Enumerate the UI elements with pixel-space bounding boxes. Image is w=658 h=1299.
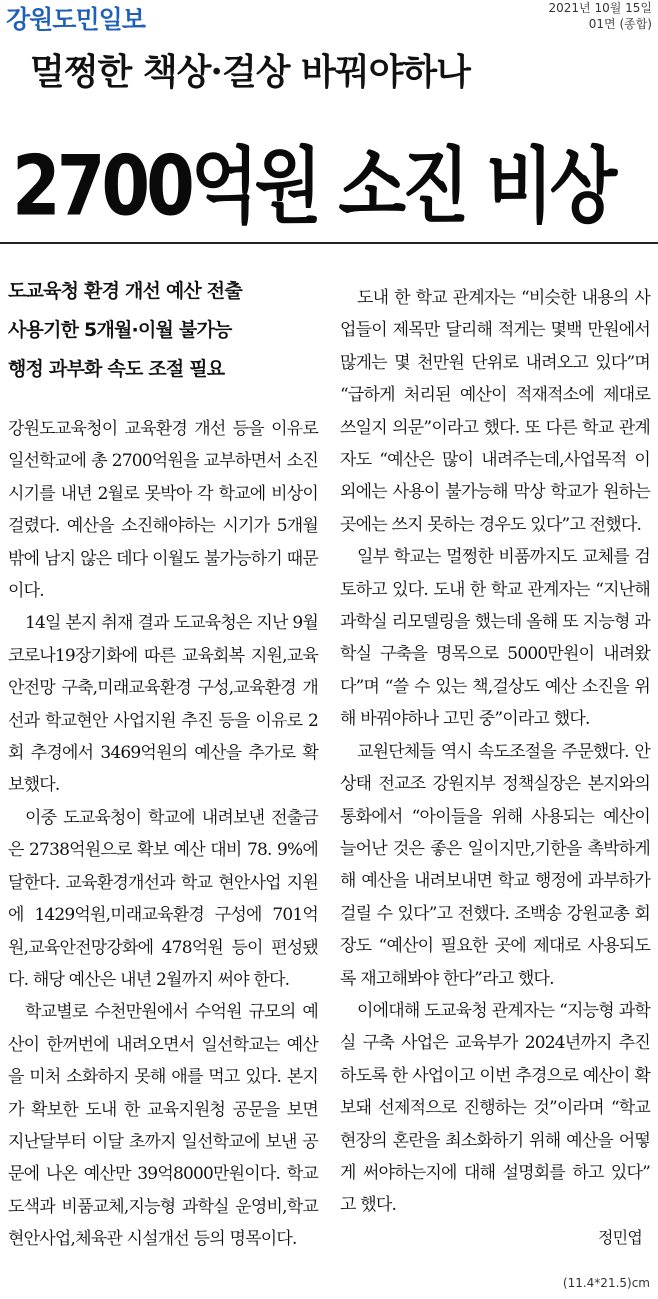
body-paragraph: 이중 도교육청이 학교에 내려보낸 전출금은 2738억원으로 확보 예산 대비 78. 9%에 달한다. 교육환경개선과 학교 현안사업 지원에 1429억원,미래교육환경 구성에 701억원,교육안전망강화에 478억원 등이 편성됐다. 해당 예산은 내년 2월까지 써야 한다. (8, 807, 318, 990)
article-column-right (340, 282, 650, 1254)
deck-line: 사용기한 5개월·이월 불가능 (8, 319, 232, 341)
headline-divider (0, 242, 658, 244)
masthead (6, 0, 652, 34)
article-column-left (8, 272, 318, 1256)
issue-page: 01면 (종합) (588, 17, 652, 31)
newspaper-logo: 강원도민일보 (6, 5, 145, 34)
body-paragraph: 14일 본지 취재 결과 도교육청은 지난 9월 코로나19장기화에 따른 교육회복 지원,교육안전망 구축,미래교육환경 구성,교육환경 개선과 학교현안 사업지원 추진 등을 이유로 2회 추경에서 3469억원의 예산을 추가로 확보했다. (8, 613, 318, 796)
body-paragraph: 일부 학교는 멀쩡한 비품까지도 교체를 검토하고 있다. 도내 한 학교 관계자는 “지난해 과학실 리모델링을 했는데 올해 또 지능형 과학실 구축을 명목으로 5000만원이 내려왔다”며 “쓸 수 있는 책,걸상도 예산 소진을 위해 바꿔야하나 고민 중”이라고 했다. (340, 547, 650, 730)
body-paragraph: 도내 한 학교 관계자는 “비슷한 내용의 사업들이 제목만 달리해 적게는 몇백 만원에서 많게는 몇 천만원 단위로 내려오고 있다”며 “급하게 처리된 예산이 적재적소에 제대로 쓰일지 의문”이라고 했다. 또 다른 학교 관계자도 “예산은 많이 내려주는데,사업목적 이외에는 사용이 불가능해 막상 학교가 원하는 곳에는 쓰지 못하는 경우도 있다”고 전했다. (340, 288, 650, 535)
deck-line: 행정 과부화 속도 조절 필요 (8, 358, 225, 380)
body-paragraph: 강원도교육청이 교육환경 개선 등을 이유로 일선학교에 총 2700억원을 교부하면서 소진 시기를 내년 2월로 못박아 각 학교에 비상이 걸렸다. 예산을 소진해야하는 시기가 5개월밖에 남지 않은 데다 이월도 불가능하기 때문이다. (8, 419, 318, 602)
byline: 정민엽 (598, 1227, 642, 1247)
issue-date: 2021년 10월 15일 (548, 1, 652, 15)
body-paragraph: 이에대해 도교육청 관계자는 “지능형 과학실 구축 사업은 교육부가 2024년까지 추진하도록 한 사업이고 이번 추경으로 예산이 확보돼 선제적으로 진행하는 것”이라며 “학교현장의 혼란을 최소화하기 위해 예산을 어떻게 써야하는지에 대해 설명회를 하고 있다” 고 했다. (340, 1000, 650, 1216)
body-paragraph: 학교별로 수천만원에서 수억원 규모의 예산이 한꺼번에 내려오면서 일선학교는 예산을 미처 소화하지 못해 애를 먹고 있다. 본지가 확보한 도내 한 교육지원청 공문을 보면 지난달부터 이달 초까지 일선학교에 보낸 공문에 나온 예산만 39억8000만원이다. 학교 도색과 비품교체,지능형 과학실 운영비,학교현안사업,체육관 시설개선 등의 명목이다. (8, 1002, 318, 1250)
issue-info (549, 0, 652, 32)
clipping-size-note: (11.4*21.5)cm (562, 1276, 650, 1290)
headline: 2700억원 소진 비상 (12, 137, 614, 235)
deck-line: 도교육청 환경 개선 예산 전출 (8, 280, 242, 302)
body-paragraph: 교원단체들 역시 속도조절을 주문했다. 안상태 전교조 강원지부 정책실장은 본지와의 통화에서 “아이들을 위해 사용되는 예산이 늘어난 것은 좋은 일이지만,기한을 촉박하게 해 예산을 내려보내면 학교 행정에 과부하가 걸릴 수 있다”고 전했다. 조백송 강원교총 회장도 “예산이 필요한 곳에 제대로 사용되도록 재고해봐야 한다”라고 했다. (340, 741, 650, 989)
subheadline: 멀쩡한 책상·걸상 바꿔야하나 (30, 51, 470, 93)
deck-list (8, 272, 318, 389)
